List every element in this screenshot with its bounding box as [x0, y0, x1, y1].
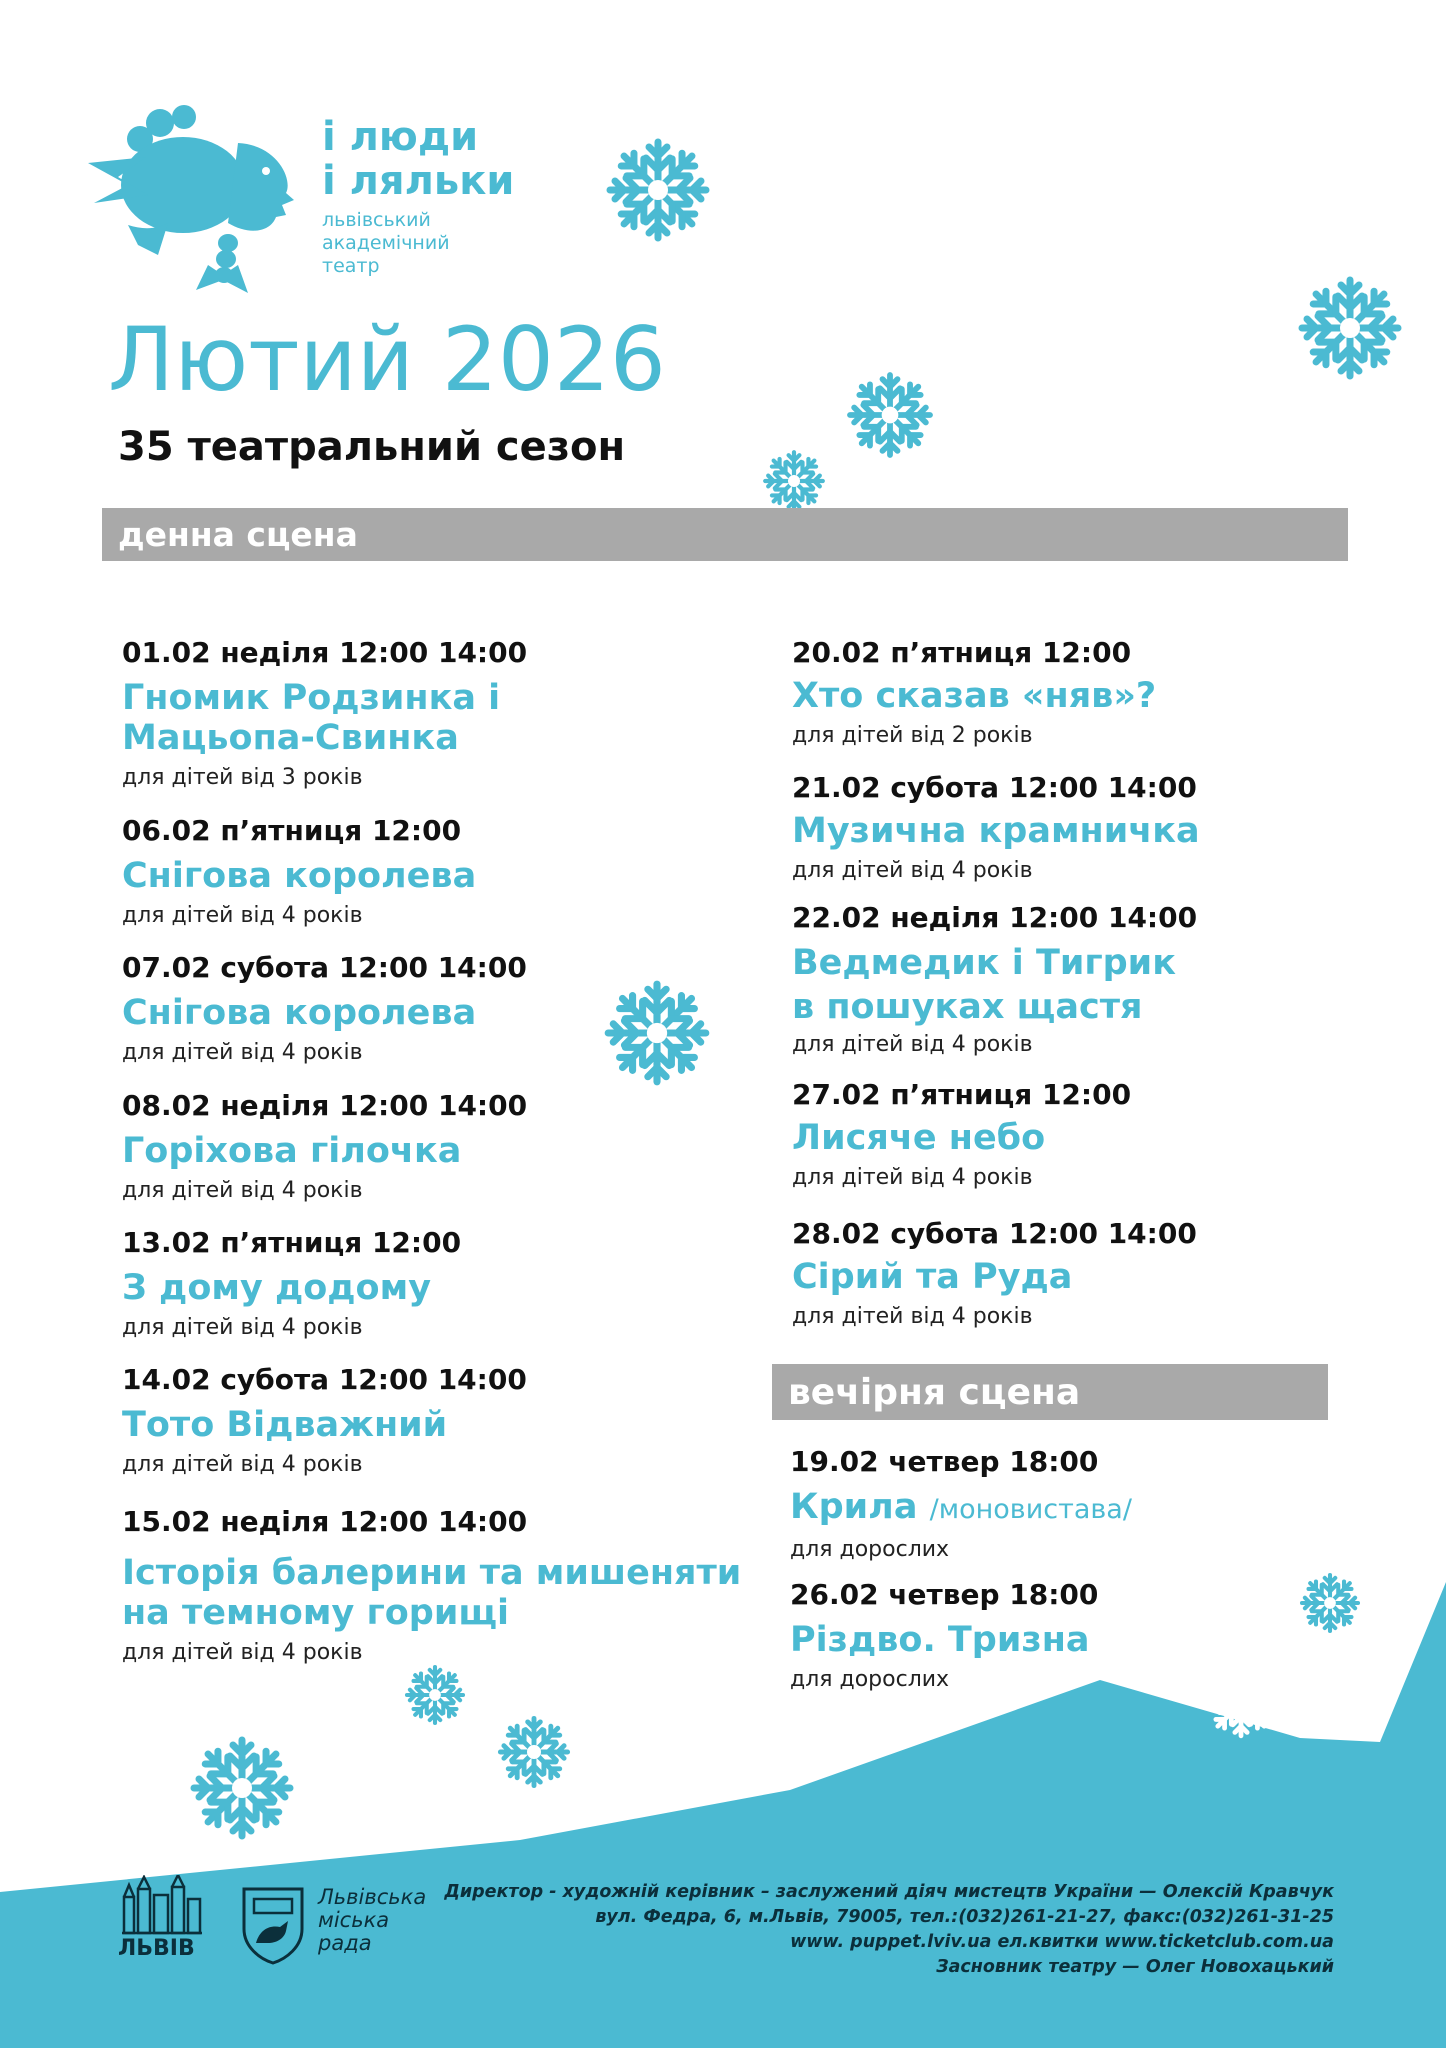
event-item	[792, 636, 1156, 750]
event-item	[792, 1078, 1131, 1192]
event-date: 01.02 неділя 12:00 14:00	[122, 636, 528, 669]
event-title: Сірий та Руда	[792, 1257, 1073, 1297]
city-council-line3: рада	[318, 1931, 372, 1955]
event-title	[790, 1487, 1132, 1530]
footer-founder: Засновник театру — Олег Новохацький	[936, 1957, 1334, 1977]
event-title: Снігова королева	[122, 856, 477, 896]
event-title: Музична крамничка	[792, 811, 1200, 851]
event-title: З дому додому	[122, 1268, 432, 1308]
event-date: 06.02 п’ятниця 12:00	[122, 814, 462, 847]
coat-of-arms-icon	[240, 1885, 306, 1965]
event-date: 26.02 четвер 18:00	[790, 1578, 1099, 1611]
evening-stage-label: вечірня сцена	[788, 1371, 1081, 1413]
snowflake-icon	[596, 972, 718, 1094]
event-age: для дітей від 4 років	[122, 1640, 363, 1665]
day-stage-label: денна сцена	[118, 515, 358, 554]
city-council-line1: Львівська	[318, 1885, 427, 1909]
event-item	[122, 814, 476, 930]
snowflake-icon	[492, 1710, 576, 1794]
event-date: 08.02 неділя 12:00 14:00	[122, 1089, 528, 1122]
event-date: 07.02 субота 12:00 14:00	[122, 951, 527, 984]
event-title: Різдво. Тризна	[790, 1620, 1090, 1660]
event-item	[792, 1217, 1197, 1331]
event-item	[122, 1363, 527, 1479]
event-age: для дітей від 4 років	[792, 1032, 1033, 1057]
footer-director: Директор - художній керівник – заслужений діяч мистецтв України — Олексій Кравчук	[444, 1882, 1334, 1902]
theatre-name-line1: і люди	[322, 114, 479, 160]
snowflake-icon	[758, 445, 830, 517]
snowflake-icon	[1200, 1662, 1282, 1744]
event-title: Ведмедик і Тигрик	[792, 943, 1176, 983]
event-item	[122, 1505, 741, 1667]
theatre-sub-line1: львівський	[322, 209, 431, 231]
event-age: для дітей від 4 років	[122, 1178, 363, 1203]
event-title: на темному горищі	[122, 1593, 510, 1633]
day-stage-bar	[102, 508, 1348, 561]
event-item	[122, 636, 527, 792]
event-title: в пошуках щастя	[792, 987, 1143, 1027]
month-title: Лютий 2026	[108, 308, 666, 411]
event-title: Тото Відважний	[122, 1405, 448, 1445]
event-title: Лисяче небо	[792, 1118, 1046, 1158]
event-title: Хто сказав «няв»?	[792, 676, 1157, 716]
evening-stage-bar	[772, 1364, 1328, 1420]
event-item	[792, 901, 1197, 1059]
event-date: 20.02 п’ятниця 12:00	[792, 636, 1132, 669]
event-date: 28.02 субота 12:00 14:00	[792, 1217, 1197, 1250]
event-age: для дітей від 4 років	[792, 1165, 1033, 1190]
event-title: Мацьопа-Свинка	[122, 718, 459, 758]
event-date: 13.02 п’ятниця 12:00	[122, 1226, 462, 1259]
event-age: для дорослих	[790, 1537, 950, 1562]
theatre-name-line2: і ляльки	[322, 158, 515, 204]
lviv-city-label: ЛЬВІВ	[118, 1936, 195, 1961]
event-age: для дітей від 4 років	[122, 1040, 363, 1065]
event-item	[790, 1445, 1132, 1564]
footer-info	[444, 1880, 1334, 1980]
city-council-line2: міська	[318, 1908, 390, 1932]
theatre-name	[322, 115, 514, 278]
event-age: для дітей від 4 років	[122, 903, 363, 928]
event-date: 27.02 п’ятниця 12:00	[792, 1078, 1132, 1111]
event-date: 22.02 неділя 12:00 14:00	[792, 901, 1198, 934]
event-date: 21.02 субота 12:00 14:00	[792, 771, 1197, 804]
snowflake-icon	[400, 1660, 470, 1730]
event-title: Горіхова гілочка	[122, 1131, 462, 1171]
event-date: 14.02 субота 12:00 14:00	[122, 1363, 527, 1396]
city-council-label	[318, 1886, 426, 1955]
footer-websites: www. puppet.lviv.ua ел.квитки www.ticketclub.com.ua	[790, 1932, 1334, 1952]
event-note: /моновистава/	[929, 1494, 1132, 1525]
event-age: для дітей від 4 років	[792, 858, 1033, 883]
snowflake-icon	[598, 130, 718, 250]
event-item	[792, 771, 1200, 885]
event-title: Гномик Родзинка і	[122, 678, 501, 718]
event-title-text: Крила	[790, 1487, 918, 1527]
event-date: 19.02 четвер 18:00	[790, 1445, 1099, 1478]
snowflake-icon	[1295, 1568, 1365, 1638]
theatre-logo-icon	[88, 105, 318, 295]
season-title: 35 театральний сезон	[118, 424, 626, 470]
snowflake-icon	[840, 365, 940, 465]
event-title: Історія балерини та мишеняти	[122, 1553, 742, 1593]
theatre-sub-line3: театр	[322, 255, 380, 277]
event-item	[122, 951, 527, 1067]
event-age: для дорослих	[790, 1667, 950, 1692]
lviv-city-logo-icon	[120, 1875, 204, 1935]
event-item	[122, 1226, 461, 1342]
event-date: 15.02 неділя 12:00 14:00	[122, 1505, 528, 1538]
event-age: для дітей від 4 років	[122, 1452, 363, 1477]
event-age: для дітей від 4 років	[122, 1315, 363, 1340]
snowflake-icon	[1290, 268, 1410, 388]
event-age: для дітей від 2 років	[792, 723, 1033, 748]
footer-address: вул. Федра, 6, м.Львів, 79005, тел.:(032)261-21-27, факс:(032)261-31-25	[595, 1907, 1334, 1927]
snowflake-icon	[182, 1728, 302, 1848]
event-item	[790, 1578, 1098, 1694]
event-age: для дітей від 3 років	[122, 765, 363, 790]
event-item	[122, 1089, 527, 1205]
event-title: Снігова королева	[122, 993, 477, 1033]
event-age: для дітей від 4 років	[792, 1304, 1033, 1329]
theatre-sub-line2: академічний	[322, 232, 450, 254]
